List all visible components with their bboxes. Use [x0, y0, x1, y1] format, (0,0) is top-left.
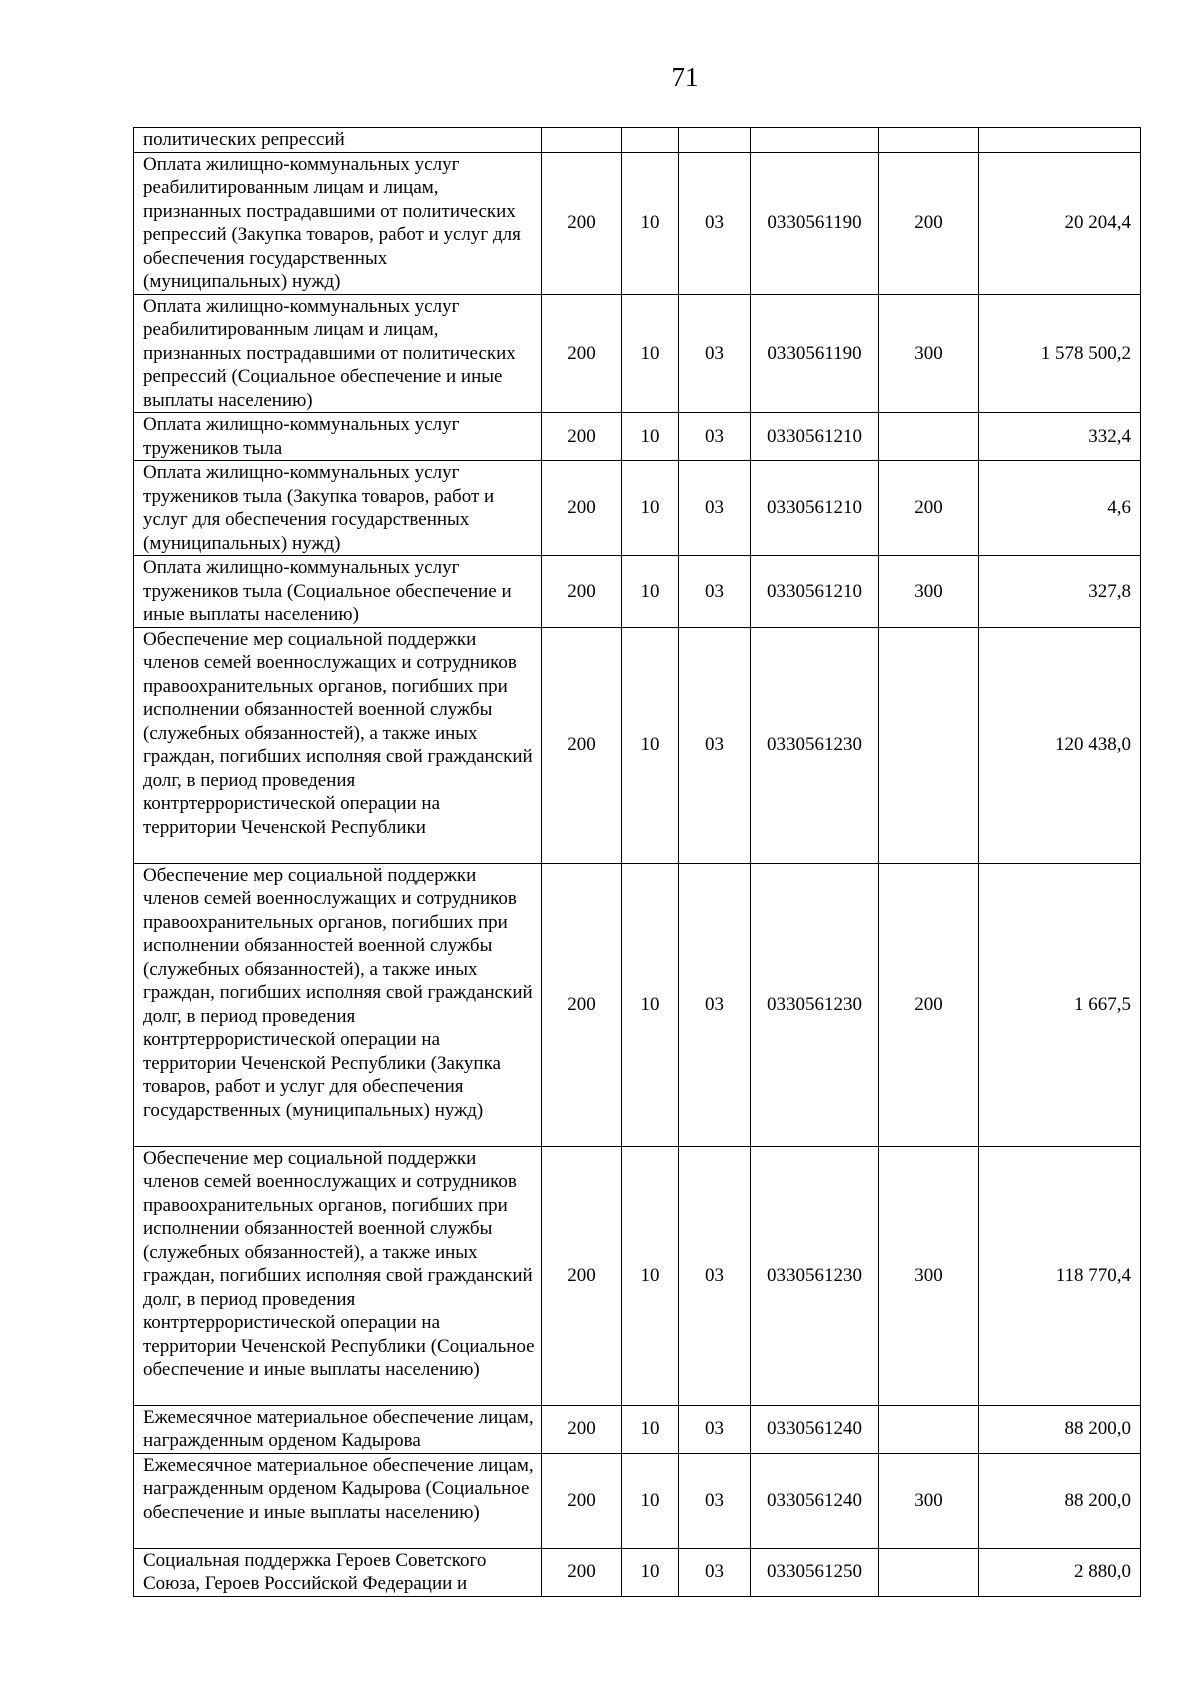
amount-cell: 2 880,0	[979, 1548, 1141, 1596]
subsection-code-cell: 03	[679, 294, 751, 413]
table-row	[134, 1146, 1141, 1405]
subsection-code-cell: 03	[679, 1405, 751, 1453]
section-code-cell: 10	[622, 863, 679, 1146]
amount-cell: 20 204,4	[979, 152, 1141, 294]
expense-name-cell: Обеспечение мер социальной поддержки членов семей военнослужащих и сотрудников правоохранительных органов, погибших при исполнении обязанностей военной службы (служебных обязанностей), а также иных граждан, погибших исполняя свой гражданский долг, в период проведения контртеррористической операции на территории Чеченской Республики	[134, 627, 542, 863]
target-article-cell: 0330561230	[751, 863, 879, 1146]
expense-type-cell	[879, 1548, 979, 1596]
expense-name-cell: Оплата жилищно-коммунальных услуг реабилитированным лицам и лицам, признанных пострадавшими от политических репрессий (Социальное обеспечение и иные выплаты населению)	[134, 294, 542, 413]
budget-table	[133, 127, 1141, 1597]
target-article-cell: 0330561240	[751, 1405, 879, 1453]
target-article-cell	[751, 128, 879, 153]
section-code-cell: 10	[622, 152, 679, 294]
amount-cell: 118 770,4	[979, 1146, 1141, 1405]
table-row	[134, 1405, 1141, 1453]
section-code-cell: 10	[622, 413, 679, 461]
ministry-code-cell: 200	[542, 1548, 622, 1596]
section-code-cell: 10	[622, 556, 679, 628]
expense-type-cell	[879, 413, 979, 461]
target-article-cell: 0330561190	[751, 294, 879, 413]
subsection-code-cell: 03	[679, 152, 751, 294]
subsection-code-cell: 03	[679, 1453, 751, 1548]
expense-name-cell: политических репрессий	[134, 128, 542, 153]
subsection-code-cell: 03	[679, 863, 751, 1146]
target-article-cell: 0330561210	[751, 413, 879, 461]
section-code-cell: 10	[622, 461, 679, 556]
table-row	[134, 1453, 1141, 1548]
expense-name-cell: Обеспечение мер социальной поддержки членов семей военнослужащих и сотрудников правоохранительных органов, погибших при исполнении обязанностей военной службы (служебных обязанностей), а также иных граждан, погибших исполняя свой гражданский долг, в период проведения контртеррористической операции на территории Чеченской Республики (Социальное обеспечение и иные выплаты населению)	[134, 1146, 542, 1405]
ministry-code-cell: 200	[542, 556, 622, 628]
ministry-code-cell	[542, 128, 622, 153]
amount-cell: 1 578 500,2	[979, 294, 1141, 413]
ministry-code-cell: 200	[542, 1405, 622, 1453]
subsection-code-cell: 03	[679, 1146, 751, 1405]
table-row	[134, 152, 1141, 294]
ministry-code-cell: 200	[542, 627, 622, 863]
subsection-code-cell: 03	[679, 461, 751, 556]
table-row	[134, 461, 1141, 556]
expense-name-cell: Обеспечение мер социальной поддержки членов семей военнослужащих и сотрудников правоохранительных органов, погибших при исполнении обязанностей военной службы (служебных обязанностей), а также иных граждан, погибших исполняя свой гражданский долг, в период проведения контртеррористической операции на территории Чеченской Республики (Закупка товаров, работ и услуг для обеспечения государственных (муниципальных) нужд)	[134, 863, 542, 1146]
section-code-cell: 10	[622, 1453, 679, 1548]
target-article-cell: 0330561210	[751, 461, 879, 556]
ministry-code-cell: 200	[542, 152, 622, 294]
section-code-cell: 10	[622, 1146, 679, 1405]
ministry-code-cell: 200	[542, 461, 622, 556]
expense-name-cell: Ежемесячное материальное обеспечение лицам, награжденным орденом Кадырова	[134, 1405, 542, 1453]
section-code-cell: 10	[622, 1548, 679, 1596]
target-article-cell: 0330561250	[751, 1548, 879, 1596]
expense-name-cell: Ежемесячное материальное обеспечение лицам, награжденным орденом Кадырова (Социальное обеспечение и иные выплаты населению)	[134, 1453, 542, 1548]
amount-cell: 1 667,5	[979, 863, 1141, 1146]
amount-cell: 120 438,0	[979, 627, 1141, 863]
expense-type-cell	[879, 1405, 979, 1453]
ministry-code-cell: 200	[542, 1146, 622, 1405]
ministry-code-cell: 200	[542, 863, 622, 1146]
table-row	[134, 627, 1141, 863]
target-article-cell: 0330561210	[751, 556, 879, 628]
page-number: 71	[671, 62, 699, 92]
table-body	[134, 128, 1141, 1597]
target-article-cell: 0330561230	[751, 1146, 879, 1405]
expense-type-cell	[879, 128, 979, 153]
subsection-code-cell: 03	[679, 413, 751, 461]
ministry-code-cell: 200	[542, 413, 622, 461]
expense-name-cell: Социальная поддержка Героев Советского Союза, Героев Российской Федерации и	[134, 1548, 542, 1596]
table-row	[134, 128, 1141, 153]
table-row	[134, 1548, 1141, 1596]
section-code-cell	[622, 128, 679, 153]
expense-name-cell: Оплата жилищно-коммунальных услуг тружеников тыла (Закупка товаров, работ и услуг для обеспечения государственных (муниципальных) нужд)	[134, 461, 542, 556]
expense-name-cell: Оплата жилищно-коммунальных услуг тружеников тыла	[134, 413, 542, 461]
subsection-code-cell: 03	[679, 1548, 751, 1596]
expense-type-cell: 300	[879, 1146, 979, 1405]
expense-type-cell: 300	[879, 556, 979, 628]
amount-cell: 332,4	[979, 413, 1141, 461]
amount-cell: 327,8	[979, 556, 1141, 628]
subsection-code-cell: 03	[679, 627, 751, 863]
expense-name-cell: Оплата жилищно-коммунальных услуг реабилитированным лицам и лицам, признанных пострадавшими от политических репрессий (Закупка товаров, работ и услуг для обеспечения государственных (муниципальных) нужд)	[134, 152, 542, 294]
target-article-cell: 0330561190	[751, 152, 879, 294]
table-row	[134, 413, 1141, 461]
table-row	[134, 294, 1141, 413]
amount-cell: 88 200,0	[979, 1453, 1141, 1548]
section-code-cell: 10	[622, 627, 679, 863]
target-article-cell: 0330561230	[751, 627, 879, 863]
expense-type-cell: 300	[879, 1453, 979, 1548]
expense-type-cell: 200	[879, 863, 979, 1146]
table-row	[134, 556, 1141, 628]
ministry-code-cell: 200	[542, 1453, 622, 1548]
section-code-cell: 10	[622, 294, 679, 413]
expense-type-cell: 200	[879, 152, 979, 294]
section-code-cell: 10	[622, 1405, 679, 1453]
target-article-cell: 0330561240	[751, 1453, 879, 1548]
expense-name-cell: Оплата жилищно-коммунальных услуг тружеников тыла (Социальное обеспечение и иные выплаты населению)	[134, 556, 542, 628]
amount-cell: 4,6	[979, 461, 1141, 556]
expense-type-cell: 200	[879, 461, 979, 556]
expense-type-cell	[879, 627, 979, 863]
expense-type-cell: 300	[879, 294, 979, 413]
amount-cell: 88 200,0	[979, 1405, 1141, 1453]
amount-cell	[979, 128, 1141, 153]
ministry-code-cell: 200	[542, 294, 622, 413]
table-row	[134, 863, 1141, 1146]
subsection-code-cell	[679, 128, 751, 153]
subsection-code-cell: 03	[679, 556, 751, 628]
budget-table-container	[133, 127, 1140, 1597]
